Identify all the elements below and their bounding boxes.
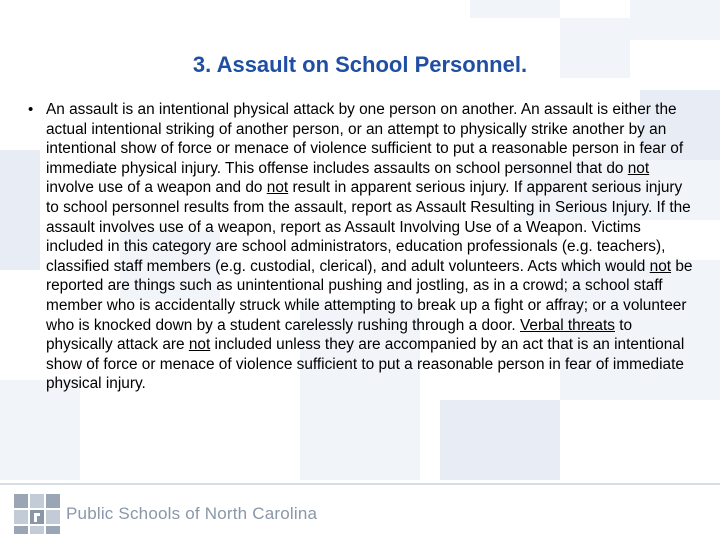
body-segment: result in apparent serious injury. If apparent serious injury to school personnel results from the assault, report as Assault Resulting in Serious Injury. If the assault involves use of a weapon, report as Assault Involving Use of a Weapon. Victims included in this category are school administrators, education professionals (e.g. teachers), classified staff members (e.g. custodial, clerical), and adult volunteers. Acts which would	[46, 179, 691, 275]
footer	[12, 492, 317, 536]
body-segment: An assault is an intentional physical attack by one person on another. An assault is either the actual intentional striking of another person, or an attempt to physically strike another by an intentional show of force or menace of violence sufficient to put a reasonable person in fear of immediate physical injury. This offense includes assaults on school personnel that do	[46, 101, 684, 177]
bullet-text	[46, 100, 696, 394]
footer-organization: Public Schools of North Carolina	[66, 504, 318, 523]
body-segment: included unless they are accompanied by an act that is an intentional show of force or menace of violence sufficient to put a reasonable person in fear of immediate physical injury.	[46, 336, 685, 393]
slide-title: 3. Assault on School Personnel.	[192, 52, 528, 77]
emphasis-not: not	[266, 179, 289, 197]
emphasis-verbal-threats: Verbal threats	[519, 316, 615, 334]
emphasis-not: not	[627, 159, 650, 177]
footer-divider	[0, 483, 720, 485]
bullet-item	[28, 100, 712, 394]
ncdpi-logo-icon	[12, 492, 62, 536]
body-segment: be reported are things such as unintentional pushing and jostling, as in a crowd; a school staff member who is accidentally struck while attempting to break up a fight or affray; or a volunteer who is knocked down by a student carelessly rushing through a door.	[46, 257, 693, 334]
body-segment: to physically attack are	[46, 316, 633, 354]
emphasis-not: not	[649, 257, 672, 275]
bullet-marker: •	[28, 101, 34, 118]
body-segment: involve use of a weapon and do	[46, 179, 267, 197]
emphasis-not: not	[188, 336, 211, 354]
